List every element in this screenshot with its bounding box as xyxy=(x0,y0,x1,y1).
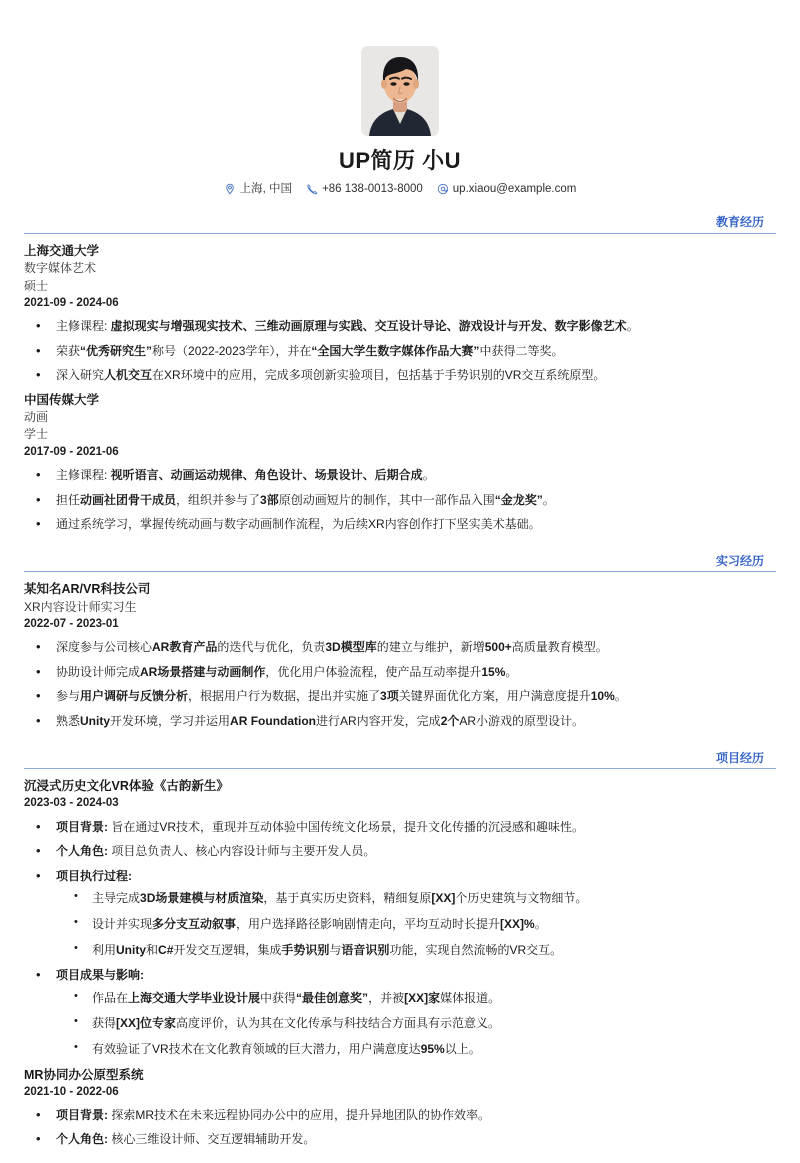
entry-organization: MR协同办公原型系统 xyxy=(24,1067,144,1082)
resume-section xyxy=(24,215,776,533)
entry-major: XR内容设计师实习生 xyxy=(24,599,137,614)
sub-bullet-item: • 获得[XX]位专家高度评价，认为其在文化传承与科技结合方面具有示范意义。 xyxy=(56,1014,776,1033)
section-title: 项目经历 xyxy=(715,750,764,765)
resume-header xyxy=(24,46,776,195)
contact-location-text: 上海, 中国 xyxy=(239,182,293,195)
contact-email-text: up.xiaou@example.com xyxy=(452,182,577,195)
photo-wrapper xyxy=(24,46,776,136)
sub-bullet-item: • 利用Unity和C#开发交互逻辑，集成手势识别与语音识别功能，实现自然流畅的VR交互。 xyxy=(56,941,776,960)
entry-degree: 硕士 xyxy=(24,278,49,293)
contact-phone xyxy=(306,183,423,195)
resume-section xyxy=(24,751,776,1149)
phone-icon xyxy=(306,183,318,195)
section-title: 实习经历 xyxy=(715,553,764,568)
resume-entry xyxy=(24,580,776,730)
entry-organization: 上海交通大学 xyxy=(24,243,100,258)
resume-section xyxy=(24,554,776,731)
entry-date-range: 2023-03 - 2024-03 xyxy=(24,797,119,810)
section-title: 教育经历 xyxy=(715,215,764,230)
section-divider xyxy=(24,233,776,234)
resume-entry xyxy=(24,777,776,1058)
entry-major: 动画 xyxy=(24,410,49,425)
bullet-list xyxy=(24,466,776,534)
bullet-list xyxy=(24,818,776,1059)
bullet-group-label: 项目成果与影响: xyxy=(56,968,144,983)
resume-entry xyxy=(24,242,776,385)
bullet-item: • 项目背景: 探索MR技术在未来远程协同办公中的应用，提升异地团队的协作效率。 xyxy=(24,1106,776,1125)
entry-major: 数字媒体艺术 xyxy=(24,261,97,276)
bullet-item: • 荣获“优秀研究生”称号（2022-2023学年），并在“全国大学生数字媒体作品大赛”中获得二等奖。 xyxy=(24,342,776,361)
bullet-group xyxy=(24,867,776,959)
sub-bullet-item: • 有效验证了VR技术在文化教育领域的巨大潜力，用户满意度达95%以上。 xyxy=(56,1040,776,1059)
entry-date-range: 2021-09 - 2024-06 xyxy=(24,296,119,309)
sub-bullet-list xyxy=(56,889,776,959)
contact-location xyxy=(224,183,292,195)
location-pin-icon xyxy=(224,183,236,195)
section-divider xyxy=(24,768,776,769)
email-at-icon xyxy=(437,183,449,195)
bullet-item: • 深入研究人机交互在XR环境中的应用，完成多项创新实验项目，包括基于手势识别的VR交互系统原型。 xyxy=(24,366,776,385)
entry-date-range: 2021-10 - 2022-06 xyxy=(24,1085,119,1098)
avatar xyxy=(361,46,439,136)
entry-organization: 沉浸式历史文化VR体验《古韵新生》 xyxy=(24,779,229,794)
sub-bullet-item: • 作品在上海交通大学毕业设计展中获得“最佳创意奖”，并被[XX]家媒体报道。 xyxy=(56,989,776,1008)
contact-bar xyxy=(24,183,776,195)
resume-entry xyxy=(24,1066,776,1150)
entry-date-range: 2017-09 - 2021-06 xyxy=(24,445,119,458)
contact-email xyxy=(437,183,577,195)
sub-bullet-item: • 设计并实现多分支互动叙事，用户选择路径影响剧情走向，平均互动时长提升[XX]%。 xyxy=(56,915,776,934)
bullet-item: • 参与用户调研与反馈分析，根据用户行为数据，提出并实施了3项关键界面优化方案，用户满意度提升10%。 xyxy=(24,687,776,706)
bullet-item: • 个人角色: 项目总负责人、核心内容设计师与主要开发人员。 xyxy=(24,842,776,861)
bullet-group-label: 项目执行过程: xyxy=(56,868,132,883)
resume-entry xyxy=(24,391,776,534)
entry-organization: 某知名AR/VR科技公司 xyxy=(24,582,151,597)
section-divider xyxy=(24,571,776,572)
sections-container xyxy=(24,215,776,1149)
bullet-list xyxy=(24,1106,776,1149)
page-title: UP简历 小U xyxy=(338,148,462,173)
bullet-item: • 个人角色: 核心三维设计师、交互逻辑辅助开发。 xyxy=(24,1130,776,1149)
bullet-item: • 主修课程: 虚拟现实与增强现实技术、三维动画原理与实践、交互设计导论、游戏设计与开发、数字影像艺术。 xyxy=(24,317,776,336)
bullet-item: • 协助设计师完成AR场景搭建与动画制作，优化用户体验流程，使产品互动率提升15%。 xyxy=(24,663,776,682)
bullet-list xyxy=(24,638,776,730)
entry-date-range: 2022-07 - 2023-01 xyxy=(24,617,119,630)
bullet-item: • 通过系统学习，掌握传统动画与数字动画制作流程，为后续XR内容创作打下坚实美术基础。 xyxy=(24,515,776,534)
bullet-item: • 主修课程: 视听语言、动画运动规律、角色设计、场景设计、后期合成。 xyxy=(24,466,776,485)
sub-bullet-item: • 主导完成3D场景建模与材质渲染，基于真实历史资料，精细复原[XX]个历史建筑与文物细节。 xyxy=(56,889,776,908)
bullet-group xyxy=(24,966,776,1058)
contact-phone-text: +86 138-0013-8000 xyxy=(322,182,423,195)
portrait-photo-icon xyxy=(361,46,439,136)
bullet-item: • 熟悉Unity开发环境，学习并运用AR Foundation进行AR内容开发，完成2个AR小游戏的原型设计。 xyxy=(24,712,776,731)
bullet-list xyxy=(24,317,776,385)
entry-degree: 学士 xyxy=(24,427,49,442)
sub-bullet-list xyxy=(56,989,776,1059)
bullet-item: • 项目背景: 旨在通过VR技术，重现并互动体验中国传统文化场景，提升文化传播的沉浸感和趣味性。 xyxy=(24,818,776,837)
bullet-item: • 深度参与公司核心AR教育产品的迭代与优化，负责3D模型库的建立与维护，新增500+高质量教育模型。 xyxy=(24,638,776,657)
entry-organization: 中国传媒大学 xyxy=(24,392,100,407)
bullet-item: • 担任动画社团骨干成员，组织并参与了3部原创动画短片的制作，其中一部作品入围“金龙奖”。 xyxy=(24,491,776,510)
